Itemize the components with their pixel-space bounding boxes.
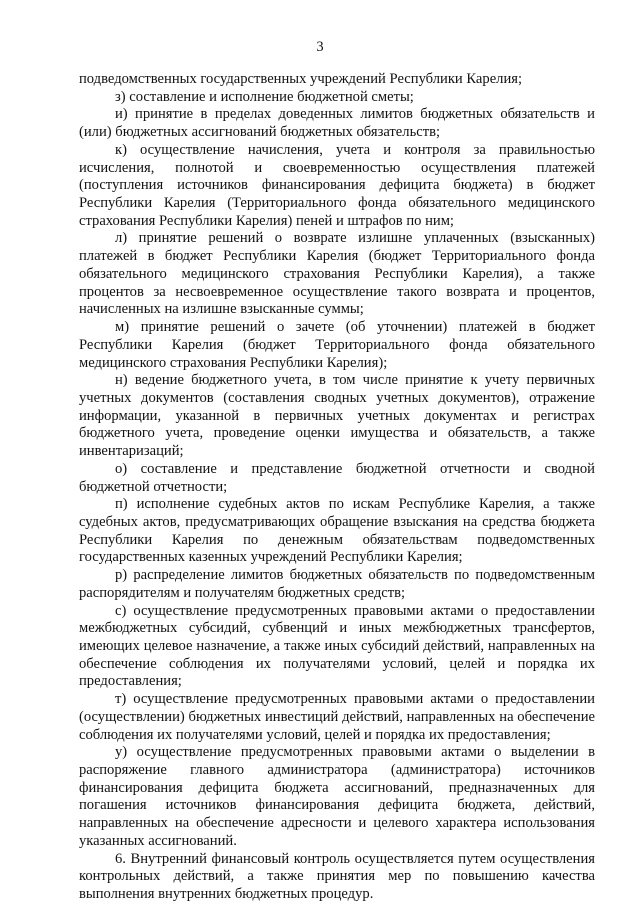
paragraph-k: к) осуществление начисления, учета и контроля за правильностью исчисления, полнотой и своевременностью осуществления платежей (поступления источников финансирования дефицита бюджета) в бюджет Республики Карелия (Территориального фонда обязательного медицинского страхования Республики Карелия) пеней и штрафов по ним; — [79, 141, 595, 229]
paragraph-s: с) осуществление предусмотренных правовыми актами о предоставлении межбюджетных субсидий, субвенций и иных межбюджетных трансфертов, имеющих целевое назначение, а также иных субсидий действий, направленных на обеспечение соблюдения их получателями условий, целей и порядка их предоставления; — [79, 602, 595, 690]
paragraph-u: у) осуществление предусмотренных правовыми актами о выделении в распоряжение главного администратора (администратора) источников финансирования дефицита бюджета ассигнований, предназначенных для погашения источников финансирования дефицита бюджета, действий, направленных на обеспечение адресности и целевого характера использования указанных ассигнований. — [79, 744, 595, 849]
paragraph-1: подведомственных государственных учреждений Республики Карелия; — [79, 71, 523, 87]
document-body — [79, 71, 595, 904]
paragraph-l: л) принятие решений о возврате излишне уплаченных (взысканных) платежей в бюджет Республики Карелия (бюджет Территориального фонда обязательного медицинского страхования Республики Карелия), а также процентов за несвоевременное осуществление такого возврата и процентов, начисленных на излишне взысканные суммы; — [79, 230, 595, 318]
paragraph-m: м) принятие решений о зачете (об уточнении) платежей в бюджет Республики Карелия (бюджет Территориального фонда обязательного медицинского страхования Республики Карелия); — [79, 319, 595, 371]
paragraph-i: и) принятие в пределах доведенных лимитов бюджетных обязательств и (или) бюджетных ассигнований бюджетных обязательств; — [79, 106, 595, 141]
page-number: 3 — [316, 39, 324, 55]
paragraph-6: 6. Внутренний финансовый контроль осуществляется путем осуществления контрольных действий, а также принятия мер по повышению качества выполнения внутренних бюджетных процедур. — [79, 850, 595, 903]
paragraph-p: п) исполнение судебных актов по искам Республике Карелия, а также судебных актов, предусматривающих обращение взыскания на средства бюджета Республики Карелия по денежным обязательствам подведомственных государственных казенных учреждений Республики Карелия; — [79, 496, 595, 566]
paragraph-n: н) ведение бюджетного учета, в том числе принятие к учету первичных учетных документов (составления сводных учетных документов), отражение информации, указанной в первичных учетных документах и регистрах бюджетного учета, проведение оценки имущества и обязательств, а также инвентаризаций; — [79, 372, 595, 460]
paragraph-r: р) распределение лимитов бюджетных обязательств по подведомственным распорядителям и получателям бюджетных средств; — [79, 567, 595, 601]
paragraph-o: о) составление и представление бюджетной отчетности и сводной бюджетной отчетности; — [79, 460, 595, 495]
paragraph-z: з) составление и исполнение бюджетной сметы; — [115, 88, 414, 105]
paragraph-t: т) осуществление предусмотренных правовыми актами о предоставлении (осуществлении) бюджетных инвестиций действий, направленных на обеспечение соблюдения их получателями условий, целей и порядка их предоставления; — [79, 691, 595, 743]
